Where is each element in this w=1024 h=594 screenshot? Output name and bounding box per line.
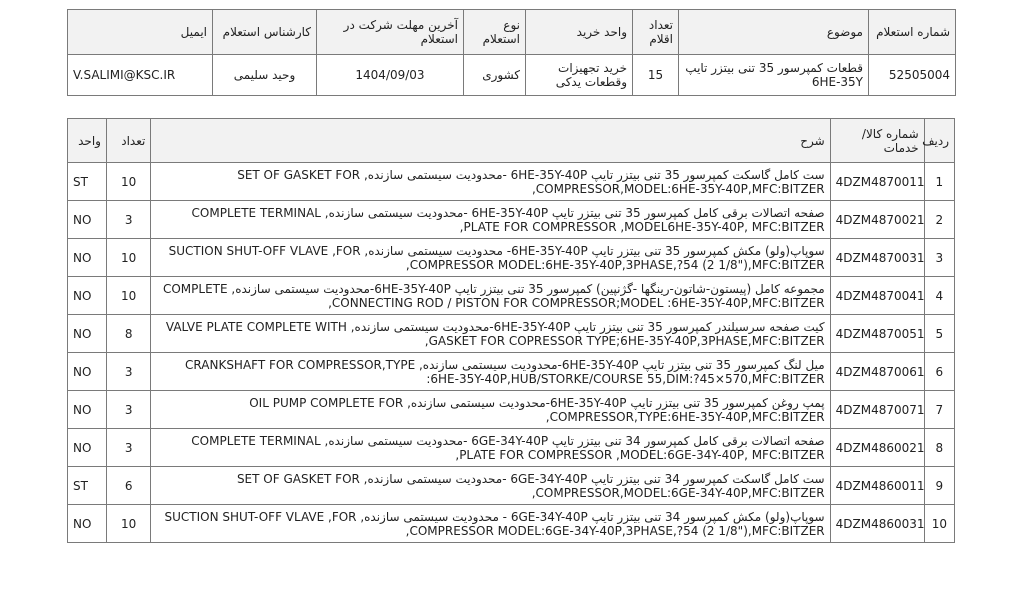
- item-code: 4DZM4870071: [830, 391, 924, 429]
- item-description: صفحه اتصالات برقی کامل کمپرسور 34 تنی بیتزر تایپ 6GE-34Y-40P -محدودیت سیستمی سازنده, COMPLETE TERMINAL PLATE FOR COMPRESSOR ,MODEL:6GE-34Y-40P, MFC:BITZER,: [151, 429, 830, 467]
- item-quantity: 10: [106, 239, 150, 277]
- item-unit: ST: [68, 467, 107, 505]
- item-quantity: 3: [106, 201, 150, 239]
- col-deadline: آخرین مهلت شرکت در استعلام: [317, 10, 464, 55]
- item-quantity: 3: [106, 391, 150, 429]
- item-unit: NO: [68, 201, 107, 239]
- item-unit: NO: [68, 277, 107, 315]
- expert-name: وحید سلیمی: [213, 55, 317, 96]
- item-code: 4DZM4870031: [830, 239, 924, 277]
- item-quantity: 6: [106, 467, 150, 505]
- row-number: 4: [924, 277, 954, 315]
- row-number: 9: [924, 467, 954, 505]
- col-inquiry-number: شماره استعلام: [869, 10, 956, 55]
- header-columns-row: [68, 10, 956, 55]
- table-row: [68, 277, 955, 315]
- row-number: 10: [924, 505, 954, 543]
- col-subject: موضوع: [679, 10, 869, 55]
- item-quantity: 8: [106, 315, 150, 353]
- item-unit: NO: [68, 239, 107, 277]
- inquiry-subject: قطعات کمپرسور 35 تنی بیتزر تایپ 6HE-35Y: [679, 55, 869, 96]
- expert-email[interactable]: V.SALIMI@KSC.IR: [68, 55, 213, 96]
- col-description: شرح: [151, 119, 830, 163]
- item-description: سوپاپ(ولو) مکش کمپرسور 35 تنی بیتزر تایپ 6HE-35Y-40P- محدودیت سیستمی سازنده, SUCTION SHUT-OFF VLAVE ,FOR COMPRESSOR MODEL:6HE-35Y-40P,3PHASE,?54 (2 1/8"),MFC:BITZER,: [151, 239, 830, 277]
- col-quantity: تعداد: [106, 119, 150, 163]
- item-unit: NO: [68, 429, 107, 467]
- item-code: 4DZM4870041: [830, 277, 924, 315]
- table-row: [68, 391, 955, 429]
- item-count: 15: [633, 55, 679, 96]
- row-number: 7: [924, 391, 954, 429]
- table-row: [68, 315, 955, 353]
- item-unit: ST: [68, 163, 107, 201]
- item-description: پمپ روغن کمپرسور 35 تنی بیتزر تایپ 6HE-35Y-40P-محدودیت سیستمی سازنده, OIL PUMP COMPLETE FOR COMPRESSOR,TYPE:6HE-35Y-40P,MFC:BITZER,: [151, 391, 830, 429]
- item-unit: NO: [68, 505, 107, 543]
- deadline: 1404/09/03: [317, 55, 464, 96]
- item-quantity: 10: [106, 505, 150, 543]
- item-code: 4DZM4860011: [830, 467, 924, 505]
- table-row: [68, 353, 955, 391]
- col-email: ایمیل: [68, 10, 213, 55]
- item-quantity: 10: [106, 163, 150, 201]
- col-item-count: تعداد اقلام: [633, 10, 679, 55]
- item-description: سوپاپ(ولو) مکش کمپرسور 34 تنی بیتزر تایپ 6GE-34Y-40P - محدودیت سیستمی سازنده, SUCTION SHUT-OFF VLAVE ,FOR COMPRESSOR MODEL:6GE-34Y-40P,3PHASE,?54 (2 1/8"),MFC:BITZER,: [151, 505, 830, 543]
- items-table: [67, 118, 955, 543]
- row-number: 6: [924, 353, 954, 391]
- item-description: صفحه اتصالات برقی کامل کمپرسور 35 تنی بیتزر تایپ 6HE-35Y-40P -محدودیت سیستمی سازنده, COMPLETE TERMINAL PLATE FOR COMPRESSOR ,MODEL6HE-35Y-40P, MFC:BITZER,: [151, 201, 830, 239]
- inquiry-number: 52505004: [869, 55, 956, 96]
- item-unit: NO: [68, 391, 107, 429]
- inquiry-type: کشوری: [464, 55, 526, 96]
- item-unit: NO: [68, 353, 107, 391]
- item-description: ست کامل گاسکت کمپرسور 35 تنی بیتزر تایپ 6HE-35Y-40P -محدودیت سیستمی سازنده, SET OF GASKET FOR COMPRESSOR,MODEL:6HE-35Y-40P,MFC:BITZER,: [151, 163, 830, 201]
- col-inquiry-type: نوع استعلام: [464, 10, 526, 55]
- row-number: 2: [924, 201, 954, 239]
- item-description: کیت صفحه سرسیلندر کمپرسور 35 تنی بیتزر تایپ 6HE-35Y-40P-محدودیت سیستمی سازنده, VALVE PLATE COMPLETE WITH GASKET FOR COPRESSOR TYPE;6HE-35Y-40P,3PHASE,MFC:BITZER,: [151, 315, 830, 353]
- row-number: 5: [924, 315, 954, 353]
- item-description: ست کامل گاسکت کمپرسور 34 تنی بیتزر تایپ 6GE-34Y-40P -محدودیت سیستمی سازنده, SET OF GASKET FOR COMPRESSOR,MODEL:6GE-34Y-40P,MFC:BITZER,: [151, 467, 830, 505]
- items-columns-row: [68, 119, 955, 163]
- col-expert: کارشناس استعلام: [213, 10, 317, 55]
- item-quantity: 10: [106, 277, 150, 315]
- item-description: میل لنگ کمپرسور 35 تنی بیتزر تایپ 6HE-35Y-40P-محدودیت سیستمی سازنده, CRANKSHAFT FOR COMPRESSOR,TYPE :6HE-35Y-40P,HUB/STORKE/COURSE 55,DIM:?45×570,MFC:BITZER: [151, 353, 830, 391]
- item-quantity: 3: [106, 429, 150, 467]
- header-data-row: [68, 55, 956, 96]
- table-row: [68, 239, 955, 277]
- item-description: مجموعه کامل (پیستون-شاتون-رینگها -گژنپین) کمپرسور 35 تنی بیتزر تایپ 6HE-35Y-40P-محدودیت سیستمی سازنده, COMPLETE CONNECTING ROD / PISTON FOR COMPRESSOR;MODEL :6HE-35Y-40P,MFC:BITZER,: [151, 277, 830, 315]
- item-code: 4DZM4860021: [830, 429, 924, 467]
- item-quantity: 3: [106, 353, 150, 391]
- table-row: [68, 505, 955, 543]
- col-item-code: شماره کالا/خدمات: [830, 119, 924, 163]
- inquiry-header-table: [67, 9, 956, 96]
- row-number: 8: [924, 429, 954, 467]
- item-code: 4DZM4870061: [830, 353, 924, 391]
- item-code: 4DZM4870021: [830, 201, 924, 239]
- table-row: [68, 163, 955, 201]
- table-row: [68, 429, 955, 467]
- item-code: 4DZM4870011: [830, 163, 924, 201]
- table-row: [68, 201, 955, 239]
- item-unit: NO: [68, 315, 107, 353]
- col-row: ردیف: [924, 119, 954, 163]
- table-row: [68, 467, 955, 505]
- col-purchase-unit: واحد خرید: [526, 10, 633, 55]
- row-number: 3: [924, 239, 954, 277]
- row-number: 1: [924, 163, 954, 201]
- col-unit: واحد: [68, 119, 107, 163]
- item-code: 4DZM4870051: [830, 315, 924, 353]
- item-code: 4DZM4860031: [830, 505, 924, 543]
- purchase-unit: خرید تجهیزات وقطعات یدکی: [526, 55, 633, 96]
